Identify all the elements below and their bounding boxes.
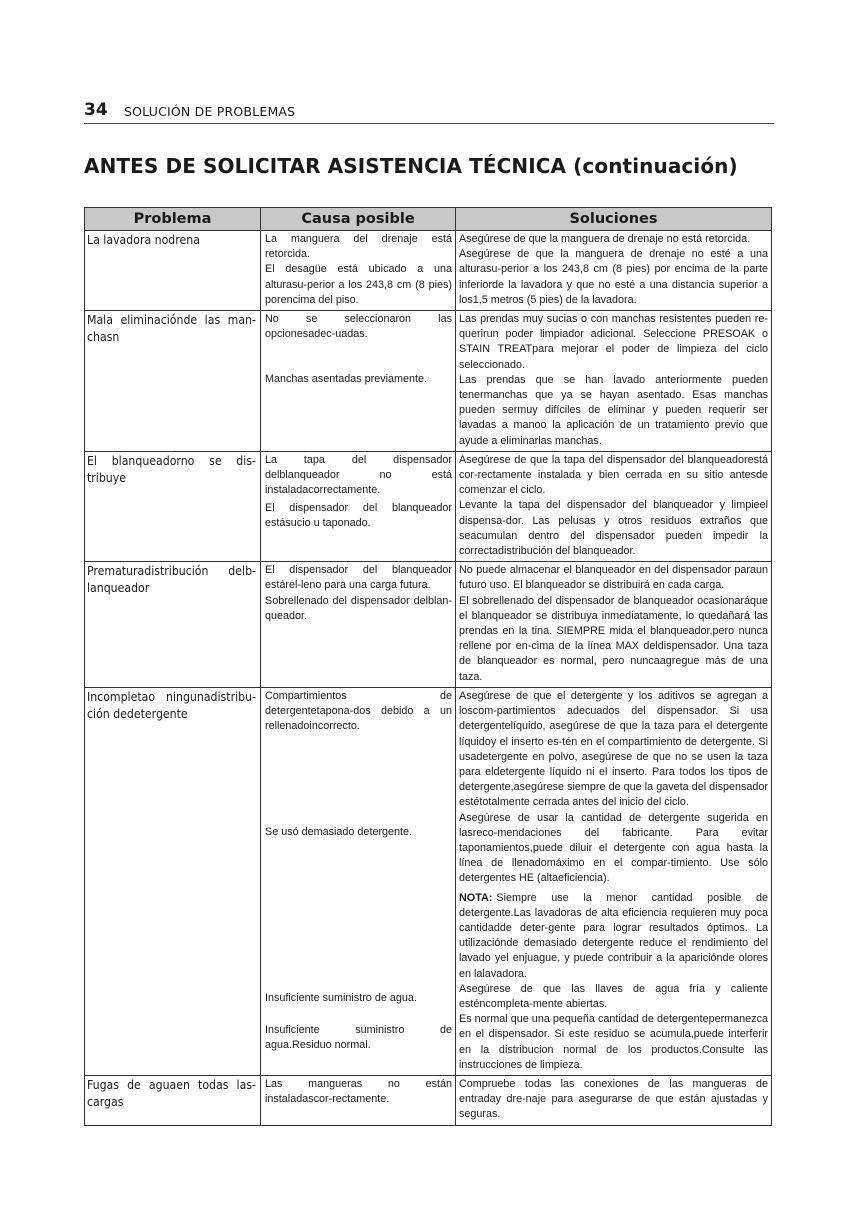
header-divider: [84, 123, 774, 124]
solution-cell: [456, 1075, 772, 1125]
cause-text: Las mangueras no están instaladascor-rectamente.: [265, 1077, 452, 1106]
solution-text: Asegúrese de usar la cantidad de detergente sugerida en lasreco-mendaciones del fabricante. Para evitar taponamientos,puede diluir el detergente con agua hasta la línea de llenadomáximo en el compar-timiento. Use sólo detergentes HE (altaeficiencia).: [459, 811, 768, 885]
note-block: [459, 891, 768, 982]
cause-text: Se usó demasiado detergente.: [265, 825, 413, 838]
cause-text: El dispensador del blanqueador estárel-leno para una carga futura.: [265, 564, 452, 592]
problem-cell: Incompletao ningunadistribu-ción dedetergente: [85, 687, 261, 1075]
cause-text: El desagüe está ubicado a una alturasu-perior a los 243,8 cm (8 pies) porencima del piso.: [265, 263, 452, 306]
solution-text: Asegúrese de que la manguera de drenaje no está retorcida.: [459, 233, 751, 245]
solution-text: Las prendas que se han lavado anteriormente pueden tenermanchas que ya se hayan asentado. Esas manchas pueden sermuy difíciles de eliminar y pueden requerir ser lavadas a manoo la aplicación de un tratamiento previo que ayude a eliminarlas manchas.: [459, 373, 768, 447]
solution-text: El sobrellenado del dispensador de blanqueador ocasionaráque el blanqueador se distribuya inmediatamente, lo quedañará las prendas en la tina. SIEMPRE mida el blanqueador,pero nunca rellene por en-cima de la línea MAX deldispensador. Una taza de blanqueador es normal, pero nuncaagregue más de una taza.: [459, 594, 768, 683]
solution-text: Asegúrese de que la tapa del dispensador del blanqueadorestá cor-rectamente instalada y bien cerrada en su sitio antesde comenzar el ciclo.: [459, 453, 768, 497]
cause-text: Insuficiente suministro de agua.Residuo normal.: [265, 1023, 452, 1052]
cause-cell: [261, 562, 456, 688]
solution-cell: [456, 311, 772, 452]
table-row: [85, 1075, 772, 1125]
cause-text: El dispensador del blanqueador estásucio u taponado.: [265, 501, 452, 530]
page-number: 34: [84, 100, 108, 120]
cause-cell: [261, 451, 456, 561]
problem-cell: Fugas de aguaen todas las-cargas: [85, 1075, 261, 1125]
column-header-cause: Causa posible: [261, 208, 456, 231]
cause-text: Compartimientos de detergentetapona-dos debido a un rellenadoincorrecto.: [265, 689, 452, 733]
section-title: SOLUCIÓN DE PROBLEMAS: [124, 104, 296, 119]
table-row: [85, 451, 772, 561]
problem-cell: Prematuradistribución delb-lanqueador: [85, 562, 261, 688]
problem-cell: La lavadora nodrena: [85, 231, 261, 311]
solution-text: Asegúrese de que la manguera de drenaje no esté a una alturasu-perior a los 243,8 cm (8 pies) por encima de la parte inferiorde la lavadora y que no esté a una distancia superior a los1,5 metros (5 pies) de la lavadora.: [459, 248, 768, 306]
cause-cell: [261, 687, 456, 1075]
cause-cell: [261, 1075, 456, 1125]
solution-cell: [456, 451, 772, 561]
cause-text: No se seleccionaron las opcionesadec-uadas.: [265, 313, 452, 341]
solution-text: Compruebe todas las conexiones de las mangueras de entraday dre-naje para asegurarse de que están ajustadas y seguras.: [459, 1077, 768, 1121]
note-text: Siempre use la menor cantidad posible de detergente.Las lavadoras de alta eficiencia requieren muy poca cantidadde deter-gente para lograr resultados óptimos. La utilizaciónde demasiado detergente reduce el rendimiento del lavado yel enjuague, y puede contribuir a la apariciónde olores en lalavadora.: [459, 891, 768, 980]
problem-cell: El blanqueadorno se dis-tribuye: [85, 451, 261, 561]
page-header: [84, 98, 774, 124]
solution-text: Asegúrese de que el detergente y los aditivos se agregan a loscom-partimientos adecuados del dispensador. Si usa detergentelíquido, asegúrese de que la taza para el detergente líquidoy el inserto es-tén en el compartimiento de detergente. Si usadetergente en polvo, asegúrese de que no se usen la taza para eldetergente líquido ni el inserto. Para todos los tipos de detergente,asegúrese siempre de que la gaveta del dispensador estétotalmente cerrada antes del inicio del ciclo.: [459, 689, 768, 809]
solution-text: Las prendas muy sucias o con manchas resistentes pueden re-querirun poder limpiador adicional. Seleccione PRESOAK o STAIN TREATpara mejorar el poder de limpieza del ciclo seleccionado.: [459, 313, 768, 371]
cause-cell: [261, 231, 456, 311]
cause-cell: [261, 311, 456, 452]
cause-text: Manchas asentadas previamente.: [265, 373, 428, 386]
cause-text: Sobrellenado del dispensador delblan-queador.: [265, 594, 452, 622]
cause-text: La tapa del dispensador delblanqueador no está instaladacorrectamente.: [265, 453, 452, 497]
table-row: [85, 231, 772, 311]
solution-cell: [456, 562, 772, 688]
solution-text: Asegúrese de que las llaves de agua fría y caliente esténcompleta-mente abiertas.: [459, 982, 768, 1010]
troubleshooting-table: [84, 207, 772, 1126]
solution-cell: [456, 687, 772, 1075]
table-row: [85, 311, 772, 452]
table-header-row: [85, 208, 772, 231]
table-row: [85, 687, 772, 1075]
column-header-problem: Problema: [85, 208, 261, 231]
solution-text: Es normal que una pequeña cantidad de detergentepermanezca en el dispensador. Si este residuo se acumula,puede interferir en la distribucion normal de los productos.Consulte las instrucciones de limpieza.: [459, 1013, 768, 1071]
solution-text: No puede almacenar el blanqueador en del dispensador paraun futuro uso. El blanqueador se distribuirá en cada carga.: [459, 564, 768, 592]
column-header-solutions: Soluciones: [456, 208, 772, 231]
table-row: [85, 562, 772, 688]
solution-cell: [456, 231, 772, 311]
solution-text: Levante la tapa del dispensador del blanqueador y limpieel dispensa-dor. Las pelusas y otros residuos extraños que seacumulan dentro del dispensador pueden impedir la correctadistribución del blanqueador.: [459, 499, 768, 558]
cause-text: Insuficiente suministro de agua.: [265, 991, 417, 1004]
note-label: NOTA:: [459, 891, 493, 904]
page-title: ANTES DE SOLICITAR ASISTENCIA TÉCNICA (continuación): [84, 154, 738, 178]
cause-text: La manguera del drenaje está retorcida.: [265, 233, 452, 261]
problem-cell: Mala eliminaciónde las man-chasn: [85, 311, 261, 452]
